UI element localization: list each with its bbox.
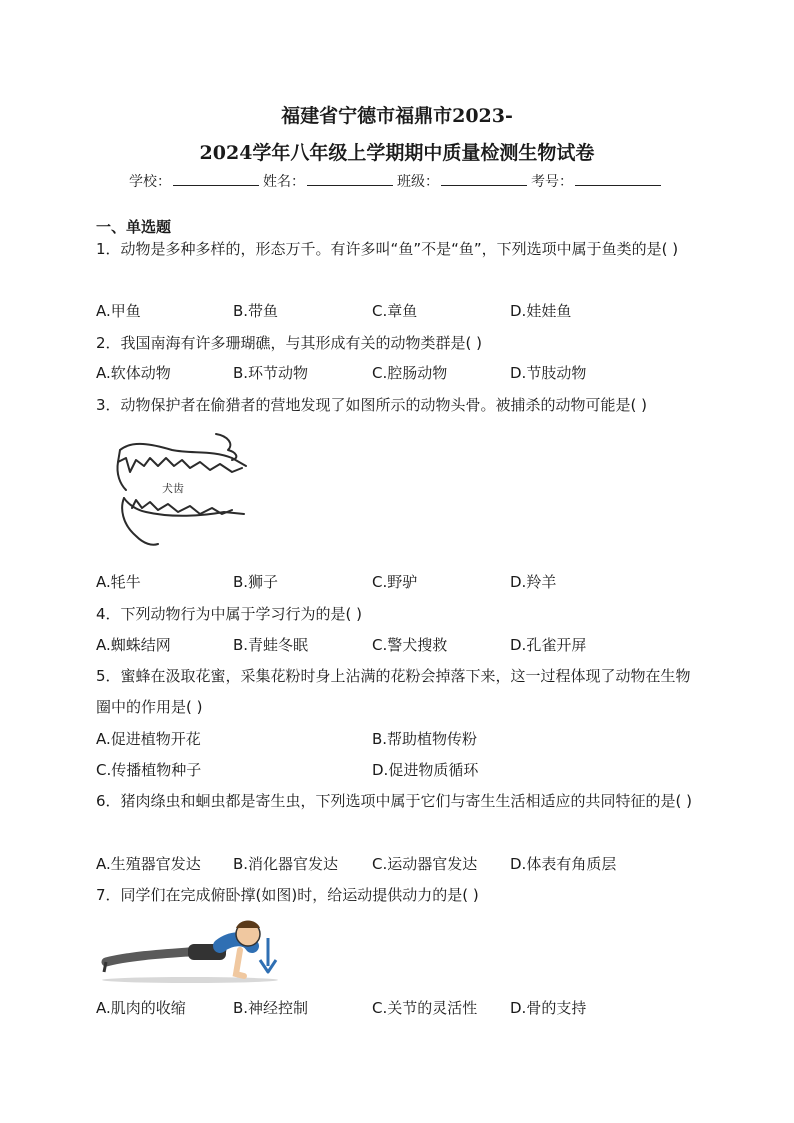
q2-option-a[interactable]: A.软体动物 bbox=[96, 364, 171, 382]
q1-option-a[interactable]: A.甲鱼 bbox=[96, 302, 141, 320]
q3-option-a[interactable]: A.牦牛 bbox=[96, 573, 141, 591]
canine-label: 犬齿 bbox=[162, 482, 184, 495]
q3-option-c[interactable]: C.野驴 bbox=[372, 573, 418, 591]
class-blank[interactable] bbox=[441, 173, 527, 186]
question-7-text: 7．同学们在完成俯卧撑(如图)时，给运动提供动力的是( ) bbox=[96, 886, 479, 904]
field-label-name: 姓名： bbox=[263, 174, 305, 190]
q6-option-c[interactable]: C.运动器官发达 bbox=[372, 855, 478, 873]
push-up-figure bbox=[100, 916, 286, 986]
q7-option-a[interactable]: A.肌肉的收缩 bbox=[96, 999, 186, 1017]
q6-option-a[interactable]: A.生殖器官发达 bbox=[96, 855, 201, 873]
q7-option-b[interactable]: B.神经控制 bbox=[233, 999, 309, 1017]
question-4-text: 4．下列动物行为中属于学习行为的是( ) bbox=[96, 605, 363, 623]
student-info-row bbox=[0, 171, 794, 191]
q5-option-b[interactable]: B.帮助植物传粉 bbox=[372, 730, 478, 748]
q2-option-d[interactable]: D.节肢动物 bbox=[510, 364, 587, 382]
q5-option-d[interactable]: D.促进物质循环 bbox=[372, 761, 479, 779]
q7-option-d[interactable]: D.骨的支持 bbox=[510, 999, 587, 1017]
q5-option-c[interactable]: C.传播植物种子 bbox=[96, 761, 202, 779]
q4-option-b[interactable]: B.青蛙冬眠 bbox=[233, 636, 309, 654]
q2-option-c[interactable]: C.腔肠动物 bbox=[372, 364, 448, 382]
field-label-school: 学校： bbox=[129, 174, 171, 190]
animal-skull-figure bbox=[112, 428, 262, 556]
section-title: 一、单选题 bbox=[96, 218, 172, 236]
q1-option-b[interactable]: B.带鱼 bbox=[233, 302, 279, 320]
question-5-text: 5．蜜蜂在汲取花蜜，采集花粉时身上沾满的花粉会掉落下来，这一过程体现了动物在生物圈中的作用是( ) bbox=[96, 667, 691, 716]
field-label-exam-no: 考号： bbox=[531, 174, 573, 190]
q4-option-c[interactable]: C.警犬搜救 bbox=[372, 636, 448, 654]
question-3-text: 3．动物保护者在偷猎者的营地发现了如图所示的动物头骨。被捕杀的动物可能是( ) bbox=[96, 396, 648, 414]
exam-title-line2: 2024学年八年级上学期期中质量检测生物试卷 bbox=[199, 142, 595, 164]
name-blank[interactable] bbox=[307, 173, 393, 186]
exam-title-line1: 福建省宁德市福鼎市2023- bbox=[281, 105, 513, 127]
question-6-text: 6．猪肉绦虫和蛔虫都是寄生虫，下列选项中属于它们与寄生生活相适应的共同特征的是( ) bbox=[96, 792, 693, 810]
q1-option-c[interactable]: C.章鱼 bbox=[372, 302, 418, 320]
q7-option-c[interactable]: C.关节的灵活性 bbox=[372, 999, 478, 1017]
q1-option-d[interactable]: D.娃娃鱼 bbox=[510, 302, 572, 320]
q6-option-b[interactable]: B.消化器官发达 bbox=[233, 855, 339, 873]
q3-option-b[interactable]: B.狮子 bbox=[233, 573, 279, 591]
q3-option-d[interactable]: D.羚羊 bbox=[510, 573, 557, 591]
exam-no-blank[interactable] bbox=[575, 173, 661, 186]
field-label-class: 班级： bbox=[397, 174, 439, 190]
question-2-text: 2．我国南海有许多珊瑚礁，与其形成有关的动物类群是( ) bbox=[96, 334, 483, 352]
school-blank[interactable] bbox=[173, 173, 259, 186]
question-1-text: 1．动物是多种多样的，形态万千。有许多叫“鱼”不是“鱼”，下列选项中属于鱼类的是( ) bbox=[96, 240, 679, 258]
q4-option-a[interactable]: A.蜘蛛结网 bbox=[96, 636, 171, 654]
q2-option-b[interactable]: B.环节动物 bbox=[233, 364, 309, 382]
q4-option-d[interactable]: D.孔雀开屏 bbox=[510, 636, 587, 654]
q5-option-a[interactable]: A.促进植物开花 bbox=[96, 730, 201, 748]
q6-option-d[interactable]: D.体表有角质层 bbox=[510, 855, 617, 873]
